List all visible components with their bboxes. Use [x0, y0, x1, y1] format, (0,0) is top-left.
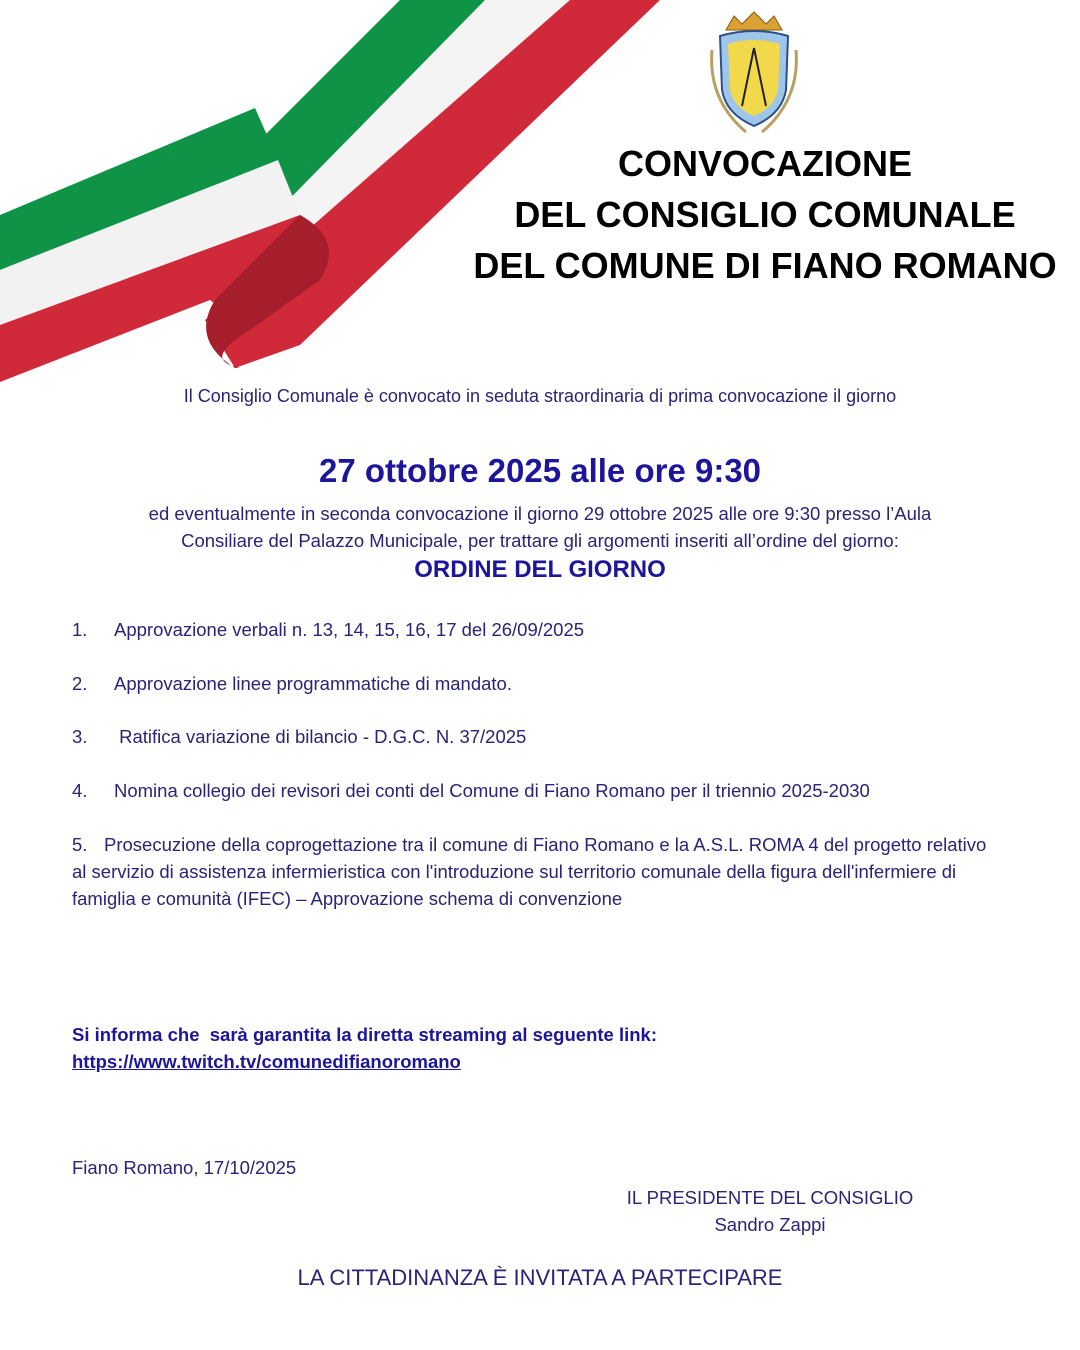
- agenda-num: 4.: [72, 780, 88, 801]
- coat-of-arms-logo: [706, 10, 802, 136]
- agenda-num: 2.: [72, 673, 88, 694]
- president-signature: [600, 1184, 940, 1238]
- streaming-text: Si informa che sarà garantita la diretta streaming al seguente link:: [72, 1024, 657, 1045]
- agenda-num: 1.: [72, 619, 88, 640]
- agenda-item: [72, 777, 1002, 804]
- agenda-item: [72, 723, 1002, 750]
- agenda-title: ORDINE DEL GIORNO: [414, 556, 666, 583]
- president-role: IL PRESIDENTE DEL CONSIGLIO: [626, 1187, 914, 1208]
- agenda-item: [72, 670, 1002, 697]
- streaming-link[interactable]: https://www.twitch.tv/comunedifianoromano: [72, 1051, 461, 1072]
- title-line-2: DEL CONSIGLIO COMUNALE: [514, 194, 1016, 235]
- agenda-item: [72, 616, 1002, 643]
- second-convocation-line-1: ed eventualmente in seconda convocazione il giorno 29 ottobre 2025 alle ore 9:30 presso l’Aula: [148, 503, 932, 524]
- agenda-text: Nomina collegio dei revisori dei conti del Comune di Fiano Romano per il triennio 2025-2030: [114, 780, 870, 801]
- title-line-3: DEL COMUNE DI FIANO ROMANO: [473, 245, 1057, 286]
- agenda-text: Ratifica variazione di bilancio - D.G.C. N. 37/2025: [114, 726, 527, 747]
- title-line-1: CONVOCAZIONE: [617, 143, 912, 184]
- invitation-text: LA CITTADINANZA È INVITATA A PARTECIPARE: [297, 1265, 783, 1290]
- page-title: [460, 138, 1070, 291]
- place-date: Fiano Romano, 17/10/2025: [72, 1157, 297, 1178]
- second-convocation: [0, 500, 1080, 554]
- agenda-num: 3.: [72, 726, 88, 747]
- agenda-item: [72, 831, 1002, 912]
- agenda-num: 5.: [72, 834, 88, 855]
- agenda-text: Prosecuzione della coprogettazione tra il comune di Fiano Romano e la A.S.L. ROMA 4 del progetto relativo al servizio di assistenza infermieristica con l'introduzione sul territorio comunale della figura dell'infermiere di famiglia e comunità (IFEC) – Approvazione schema di convenzione: [72, 834, 987, 909]
- intro-text: Il Consiglio Comunale è convocato in seduta straordinaria di prima convocazione il giorno: [183, 386, 897, 406]
- president-name: Sandro Zappi: [714, 1214, 826, 1235]
- agenda-text: Approvazione linee programmatiche di mandato.: [114, 673, 512, 694]
- meeting-date: 27 ottobre 2025 alle ore 9:30: [318, 452, 762, 489]
- agenda-text: Approvazione verbali n. 13, 14, 15, 16, 17 del 26/09/2025: [114, 619, 585, 640]
- streaming-notice: [72, 1021, 657, 1075]
- second-convocation-line-2: Consiliare del Palazzo Municipale, per trattare gli argomenti inseriti all’ordine del giorno:: [181, 530, 899, 551]
